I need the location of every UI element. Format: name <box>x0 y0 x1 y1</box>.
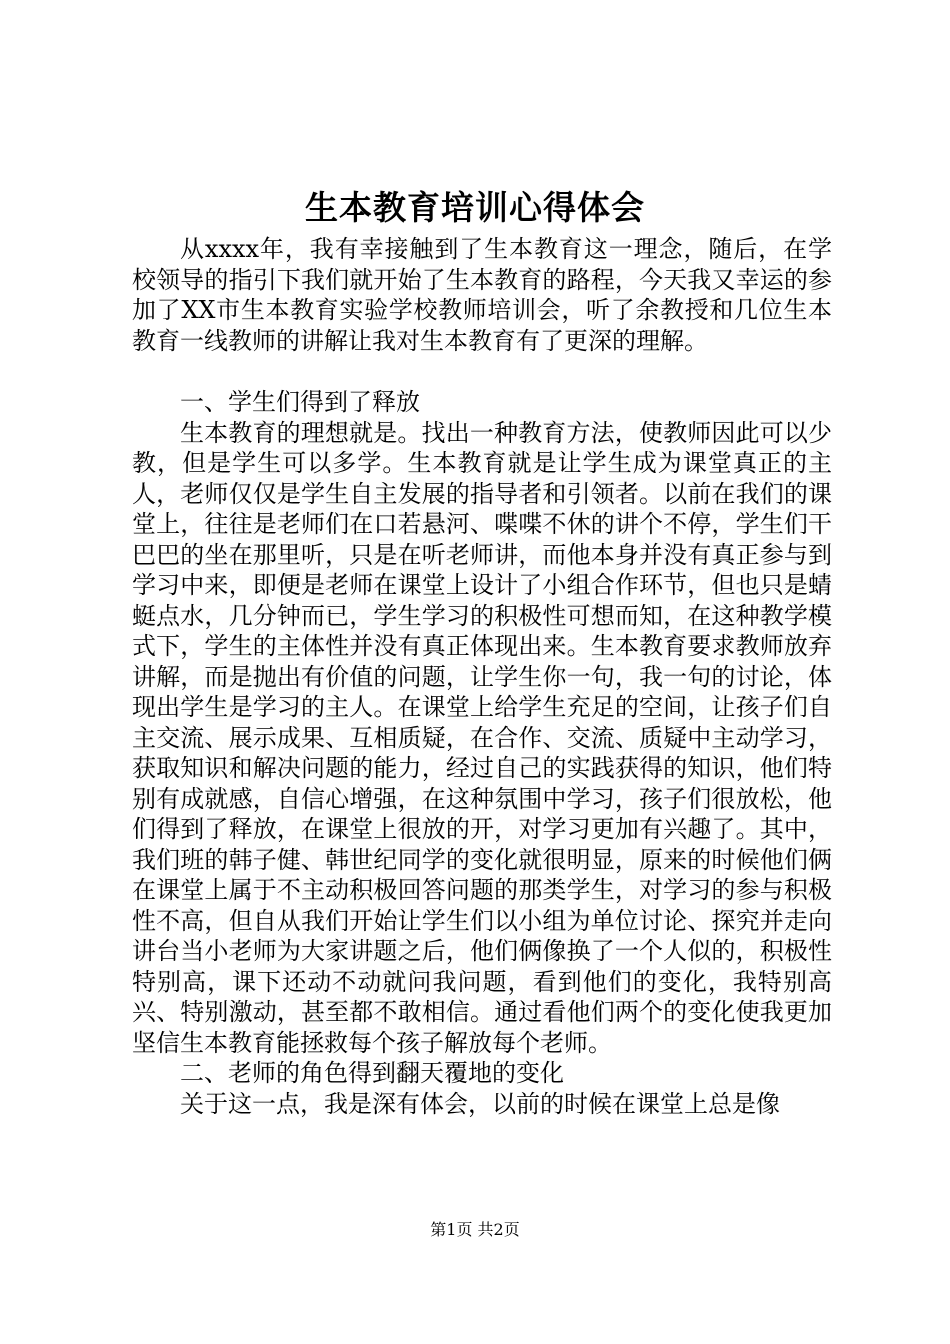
section-heading-2: 二、老师的角色得到翻天覆地的变化 <box>180 1059 564 1087</box>
document-body <box>132 234 832 1119</box>
page-footer: 第1页 共2页 <box>430 1220 520 1239</box>
intro-paragraph: 从xxxx年，我有幸接触到了生本教育这一理念，随后，在学校领导的指引下我们就开始了生本教育的路程，今天我又幸运的参加了XX市生本教育实验学校教师培训会，听了余教授和几位生本教育一线教师的讲解让我对生本教育有了更深的理解。 <box>132 235 832 355</box>
document-title: 生本教育培训心得体会 <box>305 188 645 227</box>
section-1-paragraph: 生本教育的理想就是。找出一种教育方法，使教师因此可以少教，但是学生可以多学。生本教育就是让学生成为课堂真正的主人，老师仅仅是学生自主发展的指导者和引领者。以前在我们的课堂上，往往是老师们在口若悬河、喋喋不休的讲个不停，学生们干巴巴的坐在那里听，只是在听老师讲，而他本身并没有真正参与到学习中来，即便是老师在课堂上设计了小组合作环节，但也只是蜻蜓点水，几分钟而已，学生学习的积极性可想而知，在这种教学模式下，学生的主体性并没有真正体现出来。生本教育要求教师放弃讲解，而是抛出有价值的问题，让学生你一句，我一句的讨论，体现出学生是学习的主人。在课堂上给学生充足的空间，让孩子们自主交流、展示成果、互相质疑，在合作、交流、质疑中主动学习，获取知识和解决问题的能力，经过自己的实践获得的知识，他们特别有成就感，自信心增强，在这种氛围中学习，孩子们很放松，他们得到了释放，在课堂上很放的开，对学习更加有兴趣了。其中，我们班的韩子健、韩世纪同学的变化就很明显，原来的时候他们俩在课堂上属于不主动积极回答问题的那类学生，对学习的参与积极性不高，但自从我们开始让学生们以小组为单位讨论、探究并走向讲台当小老师为大家讲题之后，他们俩像换了一个人似的，积极性特别高，课下还动不动就问我问题，看到他们的变化，我特别高兴、特别激动，甚至都不敢相信。通过看他们两个的变化使我更加坚信生本教育能拯救每个孩子解放每个老师。 <box>132 418 832 1057</box>
section-2-paragraph: 关于这一点，我是深有体会，以前的时候在课堂上总是像 <box>180 1089 780 1118</box>
section-heading-1: 一、学生们得到了释放 <box>180 388 420 416</box>
